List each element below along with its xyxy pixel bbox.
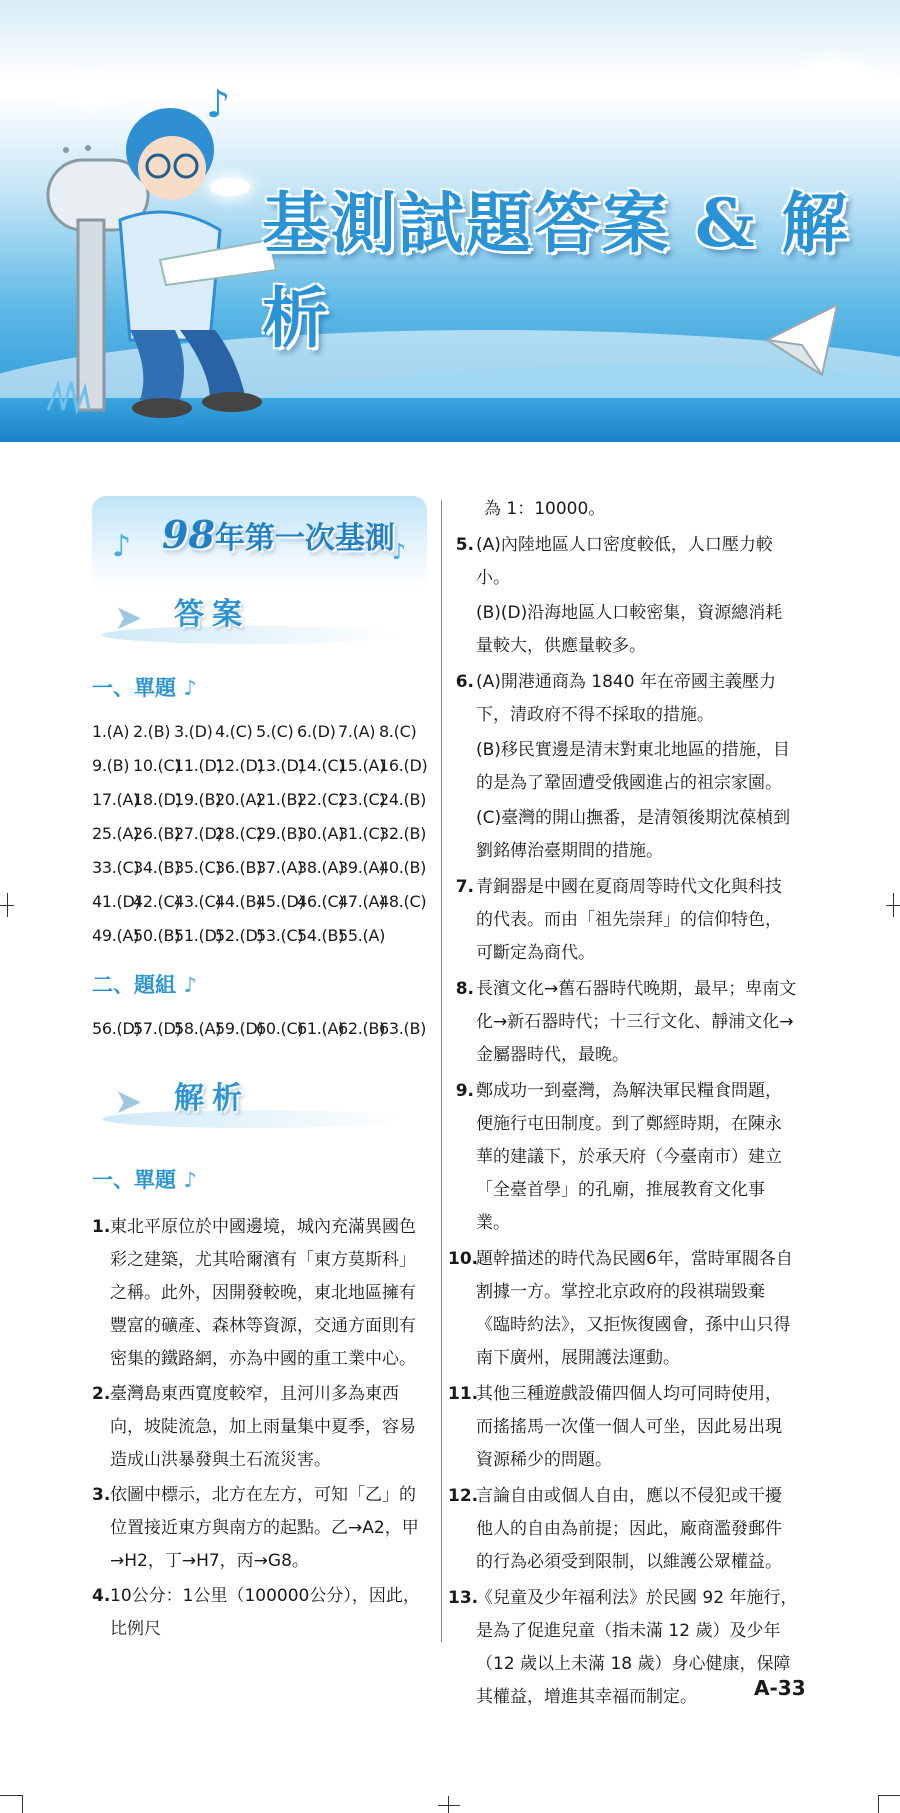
answer-cell: 57.(D) — [133, 1019, 182, 1038]
answer-cell: 61.(A) — [297, 1019, 345, 1038]
group-heading-label: 二、題組 — [92, 973, 176, 997]
item-body — [476, 1243, 798, 1375]
answer-cell: 8.(C) — [379, 722, 417, 741]
answer-cell: 14.(C) — [297, 756, 345, 775]
explanation-item — [448, 1378, 798, 1477]
answer-cell: 33.(C) — [92, 858, 140, 877]
explanation-item — [448, 973, 798, 1072]
item-number: 7. — [455, 877, 474, 897]
explanation-item — [448, 1243, 798, 1375]
item-subpoint: (B)(D)沿海地區人口較密集，資源總消耗量較大，供應量較多。 — [476, 603, 783, 656]
item-body — [476, 1378, 798, 1477]
exam-title-text: 年第一次基測 — [214, 521, 395, 556]
single-questions-heading — [92, 672, 432, 705]
continued-line: 為 1：10000。 — [484, 499, 606, 519]
item-text: 言論自由或個人自由，應以不侵犯或干擾他人的自由為前提；因此，廠商濫發郵件的行為必須受到限制，以維護公眾權益。 — [476, 1486, 782, 1572]
explanation-item — [448, 871, 798, 970]
answer-cell: 48.(C) — [379, 892, 427, 911]
explanation-item — [448, 1480, 798, 1579]
paper-plane-icon: ➤ — [114, 1082, 143, 1122]
answer-cell: 22.(C) — [297, 790, 345, 809]
item-text: 鄭成功一到臺灣，為解決軍民糧食問題，便施行屯田制度。到了鄭經時期，在陳永華的建議下，於承天府（今臺南市）建立「全臺首學」的孔廟，推展教育文化事業。 — [476, 1081, 782, 1233]
explanation-item — [92, 1580, 432, 1646]
answer-cell: 53.(C) — [256, 926, 304, 945]
music-note-icon: ♪ — [183, 973, 197, 997]
item-number: 12. — [448, 1486, 479, 1506]
crop-mark — [7, 893, 8, 917]
answer-cell: 32.(B) — [379, 824, 427, 843]
item-number: 3. — [92, 1485, 111, 1505]
answer-cell: 16.(D) — [379, 756, 428, 775]
answer-cell: 29.(B) — [256, 824, 304, 843]
item-text: 青銅器是中國在夏商周等時代文化與科技的代表。而由「祖先崇拜」的信仰特色，可斷定為商代。 — [476, 877, 782, 963]
item-body — [476, 973, 798, 1072]
explanation-item — [448, 1075, 798, 1240]
answer-cell: 17.(A) — [92, 790, 140, 809]
item-number: 10. — [448, 1249, 479, 1269]
answer-cell: 38.(A) — [297, 858, 345, 877]
item-text: 《兒童及少年福利法》於民國 92 年施行，是為了促進兒童（指未滿 12 歲）及少年（12 歲以上未滿 18 歲）身心健康，保障其權益，增進其幸福而制定。 — [476, 1588, 798, 1707]
explanation-item — [92, 1378, 432, 1477]
header-banner — [0, 0, 900, 442]
answer-row — [92, 817, 432, 851]
crop-mark — [438, 1805, 460, 1806]
answer-cell: 1.(A) — [92, 722, 130, 741]
answer-cell: 23.(C) — [338, 790, 386, 809]
column-divider — [441, 500, 442, 1642]
crop-mark — [22, 1795, 23, 1813]
heading-swoosh — [102, 626, 402, 644]
item-number: 6. — [455, 672, 474, 692]
item-text: 其他三種遊戲設備四個人均可同時使用，而搖搖馬一次僅一個人可坐，因此易出現資源稀少的問題。 — [476, 1384, 782, 1470]
answer-cell: 28.(C) — [215, 824, 263, 843]
answers-heading — [92, 588, 432, 658]
crop-mark — [878, 1795, 879, 1813]
explanation-item — [448, 1582, 798, 1714]
item-body — [476, 1582, 798, 1714]
exam-year: 98 — [162, 512, 215, 557]
explanation-item — [448, 666, 798, 868]
explanation-item — [92, 1479, 432, 1578]
item-body — [476, 1480, 798, 1579]
answer-cell: 31.(C) — [338, 824, 386, 843]
answer-cell: 20.(A) — [215, 790, 263, 809]
answer-cell: 54.(B) — [297, 926, 345, 945]
item-subpoint: (A)開港通商為 1840 年在帝國主義壓力下，清政府不得不採取的措施。 — [476, 672, 776, 725]
answer-cell: 40.(B) — [379, 858, 427, 877]
answer-cell: 44.(B) — [215, 892, 263, 911]
answer-cell: 6.(D) — [297, 722, 336, 741]
crop-mark — [893, 893, 894, 917]
right-column — [448, 493, 798, 1714]
item-text: 長濱文化→舊石器時代晚期，最早；卑南文化→新石器時代；十三行文化、靜浦文化→金屬器時代，最晚。 — [476, 979, 797, 1065]
heading-swoosh — [102, 1110, 402, 1128]
answer-cell: 35.(C) — [174, 858, 222, 877]
explanations-heading — [92, 1072, 432, 1142]
answer-row — [92, 783, 432, 817]
paper-plane-icon: ➤ — [114, 598, 143, 638]
explanation-list-left — [92, 1211, 432, 1646]
answer-cell: 11.(D) — [174, 756, 223, 775]
answer-row — [92, 885, 432, 919]
item-body — [476, 871, 798, 970]
answer-cell: 52.(D) — [215, 926, 264, 945]
item-text: 10公分：1公里（100000公分），因此，比例尺 — [110, 1586, 420, 1639]
item-body — [476, 529, 798, 663]
cloud-icon — [800, 62, 870, 94]
answer-row — [92, 1012, 432, 1046]
answer-cell: 62.(B) — [338, 1019, 386, 1038]
item-number: 11. — [448, 1384, 479, 1404]
item-text: 依圖中標示，北方在左方，可知「乙」的位置接近東方與南方的起點。乙→A2，甲→H2，丁→H7，丙→G8。 — [110, 1485, 419, 1571]
answer-row — [92, 749, 432, 783]
crop-mark — [0, 1795, 22, 1796]
answer-cell: 60.(C) — [256, 1019, 304, 1038]
answer-cell: 27.(D) — [174, 824, 223, 843]
music-note-icon: ♪ — [183, 1168, 197, 1192]
answer-cell: 4.(C) — [215, 722, 253, 741]
answer-cell: 3.(D) — [174, 722, 213, 741]
item-number: 9. — [455, 1081, 474, 1101]
item-text: 東北平原位於中國邊境，城內充滿異國色彩之建築，尤其哈爾濱有「東方莫斯科」之稱。此外，因開發較晚，東北地區擁有豐富的礦產、森林等資源，交通方面則有密集的鐵路網，亦為中國的重工業中心。 — [110, 1217, 416, 1369]
answer-cell: 25.(A) — [92, 824, 140, 843]
music-note-icon: ♪ — [206, 82, 231, 126]
answer-cell: 42.(C) — [133, 892, 181, 911]
explanations-heading-label: 解析 — [174, 1081, 250, 1116]
answer-cell: 36.(B) — [215, 858, 263, 877]
left-column — [92, 496, 432, 1648]
item-number: 4. — [92, 1586, 111, 1606]
boy-reading-illustration — [90, 90, 290, 420]
answer-cell: 45.(D) — [256, 892, 305, 911]
answer-cell: 55.(A) — [338, 926, 386, 945]
answer-cell: 7.(A) — [338, 722, 376, 741]
answer-cell: 37.(A) — [256, 858, 304, 877]
crop-mark — [878, 1795, 900, 1796]
item-number: 2. — [92, 1384, 111, 1404]
answer-cell: 41.(D) — [92, 892, 141, 911]
answer-cell: 34.(B) — [133, 858, 181, 877]
answer-cell: 12.(D) — [215, 756, 264, 775]
item-number: 1. — [92, 1217, 111, 1237]
answer-cell: 58.(A) — [174, 1019, 222, 1038]
music-note-icon: ♪ — [183, 676, 197, 700]
exam-title — [162, 512, 395, 557]
answer-cell: 50.(B) — [133, 926, 181, 945]
answer-cell: 13.(D) — [256, 756, 305, 775]
answer-cell: 15.(A) — [338, 756, 386, 775]
answer-cell: 47.(A) — [338, 892, 386, 911]
explanation-item — [448, 529, 798, 663]
answer-cell: 56.(D) — [92, 1019, 141, 1038]
music-note-icon: ♪ — [392, 540, 407, 565]
answer-cell: 49.(A) — [92, 926, 140, 945]
answer-cell: 5.(C) — [256, 722, 294, 741]
item-subpoint: (A)內陸地區人口密度較低，人口壓力較小。 — [476, 535, 773, 588]
answer-cell: 10.(C) — [133, 756, 181, 775]
item-number: 5. — [455, 535, 474, 555]
answer-row — [92, 919, 432, 953]
answer-row — [92, 715, 432, 749]
item-body — [476, 666, 798, 868]
answer-cell: 46.(C) — [297, 892, 345, 911]
group-answer-grid — [92, 1012, 432, 1046]
explanation-item — [92, 1211, 432, 1376]
answer-cell: 51.(D) — [174, 926, 223, 945]
page-number: A-33 — [754, 1676, 806, 1700]
answer-cell: 30.(A) — [297, 824, 345, 843]
answer-cell: 59.(D) — [215, 1019, 264, 1038]
item-text: 題幹描述的時代為民國6年，當時軍閥各自割據一方。掌控北京政府的段祺瑞毀棄《臨時約法》，又拒恢復國會，孫中山只得南下廣州，展開護法運動。 — [476, 1249, 793, 1368]
answers-heading-label: 答案 — [174, 597, 250, 632]
music-note-icon: ♪ — [112, 529, 132, 564]
answer-cell: 9.(B) — [92, 756, 130, 775]
answer-cell: 26.(B) — [133, 824, 181, 843]
answer-row — [92, 851, 432, 885]
answer-cell: 19.(B) — [174, 790, 222, 809]
answer-cell: 39.(A) — [338, 858, 386, 877]
answer-cell: 24.(B) — [379, 790, 427, 809]
answer-cell: 63.(B) — [379, 1019, 427, 1038]
answer-cell: 2.(B) — [133, 722, 171, 741]
banner-title: 基測試題答案 & 解析 — [262, 184, 850, 357]
item-text: 臺灣島東西寬度較窄，且河川多為東西向，坡陡流急，加上雨量集中夏季，容易造成山洪暴發與土石流災害。 — [110, 1384, 416, 1470]
explanation-list-right — [448, 529, 798, 1714]
item-body — [476, 1075, 798, 1240]
item-subpoint: (C)臺灣的開山撫番，是清領後期沈葆楨到劉銘傳治臺期間的措施。 — [476, 808, 791, 861]
explanations-single-heading-label: 一、單題 — [92, 1168, 176, 1192]
item-number: 13. — [448, 1588, 479, 1608]
answer-cell: 18.(D) — [133, 790, 182, 809]
item-subpoint: (B)移民實邊是清末對東北地區的措施，目的是為了鞏固遭受俄國進占的祖宗家園。 — [476, 740, 790, 793]
item-number: 8. — [455, 979, 474, 999]
answer-cell: 43.(C) — [174, 892, 222, 911]
answer-cell: 21.(B) — [256, 790, 304, 809]
exam-title-box — [92, 496, 427, 588]
single-heading-label: 一、單題 — [92, 676, 176, 700]
group-questions-heading — [92, 969, 432, 1002]
single-answer-grid — [92, 715, 432, 953]
explanations-single-heading — [92, 1164, 432, 1197]
